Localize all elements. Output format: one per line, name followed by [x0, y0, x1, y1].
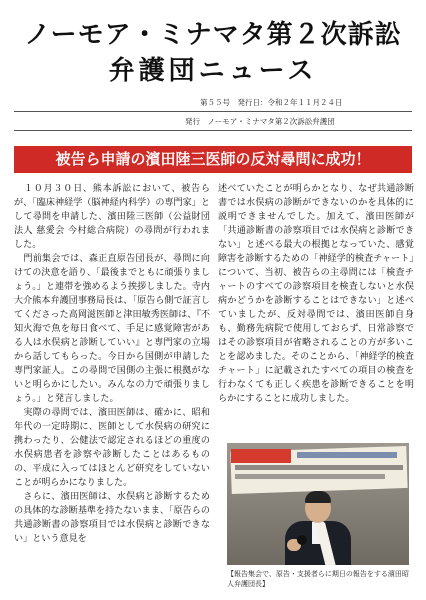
photo-sign-text: [235, 474, 385, 479]
photo-speaker-hair: [305, 491, 331, 503]
article-paragraph: １０月３０日、熊本訴訟において、被告らが、「臨床神経学（脳神経内科学）の専門家」として尋問を申請した、濱田陸三医師（公益財団法人 慈愛会 今村総合病院）の尋問が行われました。: [14, 184, 210, 250]
article-paragraph: さらに、濱田医師は、水俣病と診断するための具体的な診断基準を持たないまま、「原告らの共通診断書の診察項目では水俣病と診断できない」という意見を: [14, 492, 210, 544]
photo-sign-text: [235, 465, 403, 470]
photo-sign-blue-text: [297, 452, 397, 458]
divider-top: [14, 111, 412, 112]
photo-sign-red-block: [231, 449, 291, 463]
article-paragraph: 実際の尋問では、濱田医師は、確かに、昭和年代の一定時期に、医師として水俣病の研究に携わったり、公健法で認定されるほどの重度の水俣病患者を診察や診断したことはあるものの、平成に入ってはほとんど研究をしていないことが明らかになりました。: [14, 408, 210, 488]
issue-info: 第５５号 発行日：令和２年１１月２４日: [200, 98, 343, 107]
masthead-title-line1: ノーモア・ミナマタ第２次訴訟: [24, 20, 402, 50]
publisher-info: 発行 ノーモア・ミナマタ第２次訴訟弁護団: [185, 117, 335, 126]
photo-caption: 【報告集会で、原告・支援者らに期日の報告をする濱田昭人弁護団長】: [227, 570, 409, 588]
masthead-title-line2: 弁護団ニュース: [108, 56, 318, 86]
photo-microphone: [297, 535, 307, 545]
report-meeting-photo: [227, 443, 409, 565]
article-paragraph: 門前集会では、森正直原告団長が、尋問に向けての決意を語り、「最後までともに頑張りましょう。」と連帯を強めるよう挨拶しました。寺内大介熊本弁護団事務局長は、「原告ら側で証言してくださった高岡滋医師と津田敏秀医師は、『不知火海で魚を毎日食べて、手足に感覚障害がある人は水俣病と診断していい』と専門家の立場から話してもらった。今日から国側が申請した専門家証人。この尋問で国側の主張に根拠がないと明らかにしたい。みんなの力で頑張りましょう。」と発言しました。: [14, 254, 210, 404]
article-left-column: [14, 182, 210, 590]
article-paragraph: 述べていたことが明らかとなり、なぜ共通診断書では水俣病の診断ができないのかを具体的に説明できませんでした。加えて、濱田医師が「共通診断書の診察項目では水俣病と診断できない」と述べる最大の根拠となっていた、感覚障害を診断するための「神経学的検査チャート」について、当初、被告らの主尋問には「検査チャートのすべての診察項目を検査しないと水俣病かどうかを診断することはできない」と述べていましたが、反対尋問では、濱田医師自身も、勤務先病院で使用しておらず、日常診察ではその診察項目が省略されることの方が多いことを認めました。そのことから、「神経学的検査チャート」に記載されたすべての項目の検査を行わなくても正しく疾患を診断できることを明らかにすることに成功しました。: [218, 184, 414, 404]
article-right-column: [218, 182, 414, 437]
headline-banner: 被告ら申請の濱田陸三医師の反対尋問に成功！: [14, 146, 412, 173]
divider-bottom: [14, 130, 412, 131]
